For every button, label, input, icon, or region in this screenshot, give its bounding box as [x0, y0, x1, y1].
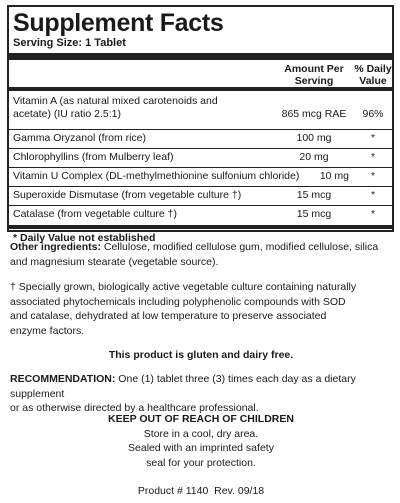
panel-title: Supplement Facts: [13, 9, 224, 37]
nutrient-name: [13, 95, 275, 121]
nutrient-name-line2: acetate) (IU ratio 2.5:1): [13, 108, 121, 120]
dagger-note: [10, 280, 392, 338]
nutrient-amount: 15 mcg: [296, 208, 332, 220]
dagger-note-line3: and catalase, dehydrated at low temperature to preserve associated: [10, 310, 327, 322]
table-row: [9, 130, 392, 149]
dagger-note-line4: enzyme factors.: [10, 324, 85, 337]
nutrient-dv: 96%: [362, 108, 384, 120]
recommendation-label: RECOMMENDATION:: [10, 373, 116, 385]
table-row: [9, 187, 392, 206]
warning-heading: KEEP OUT OF REACH OF CHILDREN: [108, 413, 294, 425]
warning-line1: Store in a cool, dry area.: [143, 427, 259, 440]
nutrient-dv: *: [370, 151, 376, 163]
nutrient-dv: *: [370, 170, 376, 182]
dv-header-line1: % Daily: [354, 63, 392, 75]
other-ingredients: [10, 240, 392, 269]
table-row: [9, 91, 392, 130]
recommendation-line1: One (1) tablet three (3) times each day as a dietary supplement: [10, 373, 356, 400]
other-ingredients-line1: Cellulose, modified cellulose gum, modified cellulose, silica: [101, 241, 379, 253]
other-ingredients-label: Other ingredients:: [10, 241, 102, 253]
other-ingredients-line2: and magnesium stearate (vegetable source).: [10, 255, 219, 268]
nutrient-dv: *: [370, 189, 376, 201]
warning-line3: seal for your protection.: [146, 456, 256, 469]
amount-header-line1: Amount Per: [284, 63, 344, 75]
amount-header-line2: Serving: [294, 75, 334, 87]
table-row: [9, 149, 392, 168]
serving-size: Serving Size: 1 Tablet: [13, 37, 126, 49]
nutrient-name: Catalase (from vegetable culture †): [13, 208, 177, 220]
nutrient-amount: 15 mcg: [296, 189, 332, 201]
nutrient-name: Vitamin U Complex (DL-methylmethionine sulfonium chloride): [13, 170, 300, 182]
dagger-note-line1: † Specially grown, biologically active vegetable culture containing naturally: [10, 281, 357, 293]
dv-header-line2: Value: [359, 75, 387, 87]
daily-value-footnote: * Daily Value not established: [13, 232, 156, 244]
nutrient-amount: 10 mg: [319, 170, 349, 182]
nutrient-dv: *: [370, 132, 376, 144]
column-header: [9, 60, 392, 87]
thick-divider: [9, 53, 392, 60]
daily-value-header: [349, 63, 397, 87]
table-row: [9, 206, 392, 225]
warning-line2: Sealed with an imprinted safety: [128, 442, 274, 454]
nutrient-name: Superoxide Dismutase (from vegetable culture †): [13, 189, 242, 201]
nutrient-name: Gamma Oryzanol (from rice): [13, 132, 147, 144]
nutrient-dv: *: [370, 208, 376, 220]
recommendation: [10, 372, 392, 416]
nutrient-amount: 865 mcg RAE: [281, 108, 347, 120]
table-row: [9, 168, 392, 187]
amount-per-serving-header: [275, 63, 353, 87]
nutrient-amount: 20 mg: [299, 151, 329, 163]
nutrient-amount: 100 mg: [296, 132, 332, 144]
gluten-statement: This product is gluten and dairy free.: [108, 349, 294, 361]
supplement-facts-panel: [7, 5, 394, 244]
nutrient-name-line1: Vitamin A (as natural mixed carotenoids and: [13, 95, 218, 107]
product-info: Product # 1140 Rev. 09/18: [137, 485, 265, 497]
nutrient-name: Chlorophyllins (from Mulberry leaf): [13, 151, 174, 163]
warning-block: [10, 412, 392, 470]
dagger-note-line2: associated phytochemicals including polyphenolic compounds with SOD: [10, 295, 346, 308]
recommendation-line2: or as otherwise directed by a healthcare professional.: [10, 402, 259, 414]
